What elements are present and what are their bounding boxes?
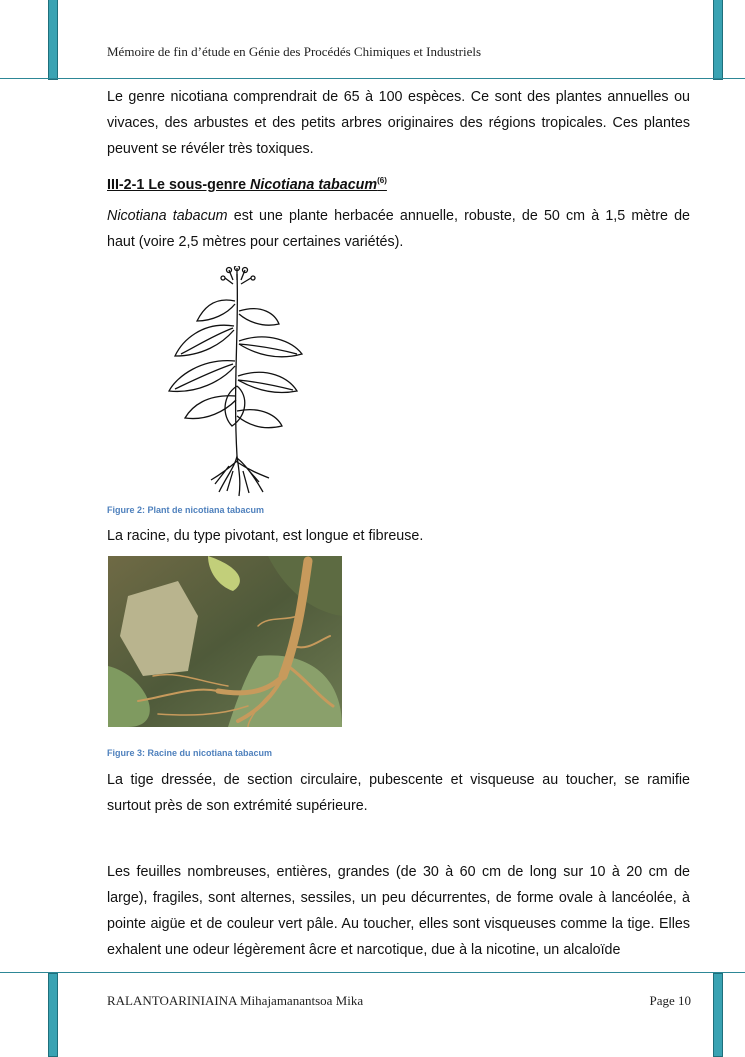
section-heading [107,168,690,198]
description-text: est une plante herbacée annuelle, robuste, de 50 cm à 1,5 mètre de haut (voire 2,5 mètres pour certaines variétés). [107,207,690,250]
heading-reference: (6) [377,176,387,185]
figure3-caption: Figure 3: Racine du nicotiana tabacum [107,747,273,758]
header-rule [0,78,745,79]
footer-rule [0,972,745,973]
header-right-bar [713,0,723,80]
paragraph-description [107,203,690,255]
footer-right-bar [713,973,723,1057]
footer-left-bar [48,973,58,1057]
figure-root-photo [107,556,690,731]
paragraph-leaves: Les feuilles nombreuses, entières, grandes (de 30 à 60 cm de long sur 10 à 20 cm de large), fragiles, sont alternes, sessiles, un peu décurrentes, de forme ovale à lancéolée, à pointe aigüe et de couleur vert pâle. Au toucher, elles sont visqueuses comme la tige. Elles exhalent une odeur légèrement âcre et narcotique, due à la nicotine, un alcaloïde [107,863,690,958]
heading-prefix: III-2-1 Le sous-genre [107,176,251,193]
paragraph-stem: La tige dressée, de section circulaire, pubescente et visqueuse au toucher, se ramifie surtout près de son extrémité supérieure. [107,771,690,814]
root-photo [108,556,342,727]
species-name: Nicotiana tabacum [107,207,228,224]
footer-author: RALANTOARINIAINA Mihajamanantsoa Mika [107,993,364,1008]
header-left-bar [48,0,58,80]
page-content [107,84,690,963]
figure2-caption: Figure 2: Plant de nicotiana tabacum [107,504,265,515]
figure-plant [107,266,690,502]
plant-drawing [167,266,307,498]
running-header: Mémoire de fin d’étude en Génie des Procédés Chimiques et Industriels [107,44,482,59]
heading-species: Nicotiana tabacum [250,176,378,193]
paragraph-genus: Le genre nicotiana comprendrait de 65 à 100 espèces. Ce sont des plantes annuelles ou vivaces, des arbustes et des petits arbres originaires des régions tropicales. Ces plantes peuvent se révéler très toxiques. [107,89,690,157]
page-number: Page 10 [649,993,691,1008]
paragraph-root: La racine, du type pivotant, est longue et fibreuse. [107,527,424,544]
